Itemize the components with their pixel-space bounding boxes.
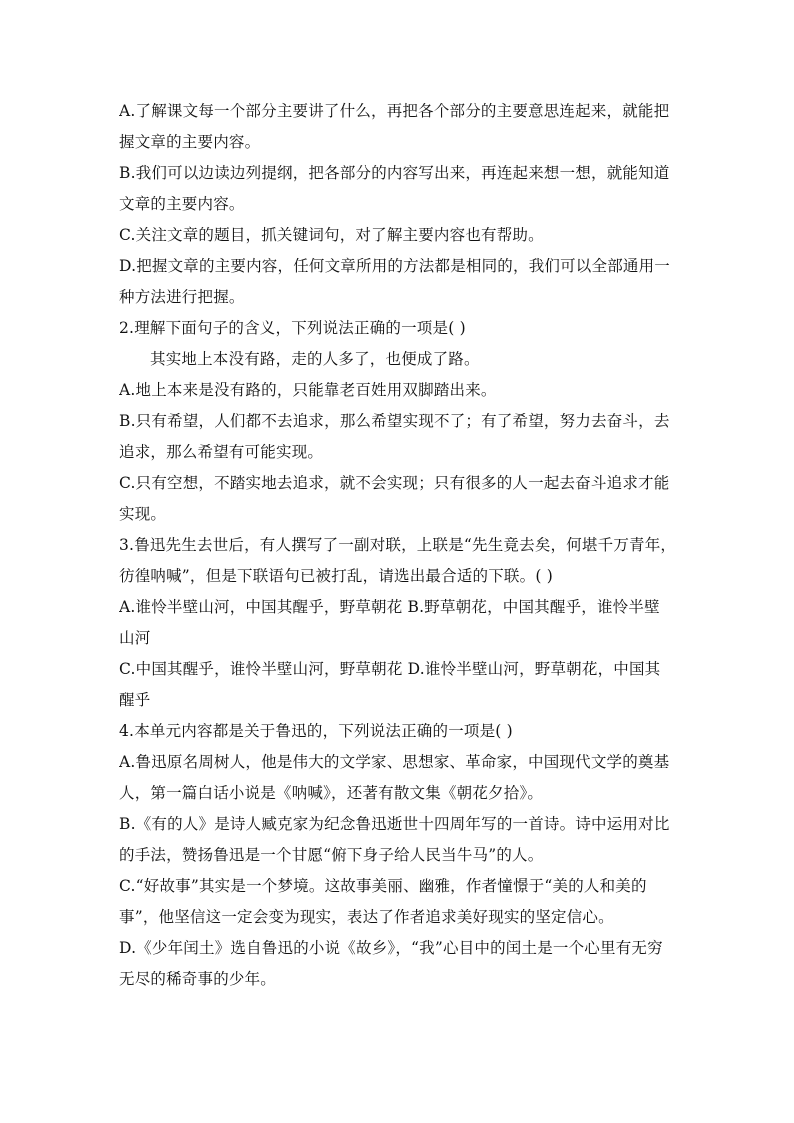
text-line: C.只有空想，不踏实地去追求，就不会实现；只有很多的人一起去奋斗追求才能 (119, 474, 670, 492)
text-line: 握文章的主要内容。 (119, 133, 261, 151)
text-line: 实现。 (119, 505, 167, 523)
text-line: C.关注文章的题目，抓关键词句，对了解主要内容也有帮助。 (119, 226, 544, 244)
question-3-stem: 3.鲁迅先生去世后，有人撰写了一副对联，上联是“先生竟去矣，何堪千万青年， (119, 536, 677, 554)
text-line: A.谁怜半壁山河，中国其醒乎，野草朝花 B.野草朝花，中国其醒乎，谁怜半壁 (119, 598, 660, 616)
document-body (119, 96, 679, 995)
text-line: C.“好故事”其实是一个梦境。这故事美丽、幽雅，作者憧憬于“美的人和美的 (119, 877, 647, 895)
text-line: B.我们可以边读边列提纲，把各部分的内容写出来，再连起来想一想，就能知道 (119, 164, 670, 182)
text-line: A.鲁迅原名周树人，他是伟大的文学家、思想家、革命家，中国现代文学的奠基 (119, 753, 670, 771)
text-line: 山河 (119, 629, 151, 647)
text-line: 无尽的稀奇事的少年。 (119, 970, 277, 988)
question-4-stem: 4.本单元内容都是关于鲁迅的，下列说法正确的一项是( ) (119, 722, 513, 740)
text-line: 的手法，赞扬鲁迅是一个甘愿“俯下身子给人民当牛马”的人。 (119, 846, 544, 864)
text-line: D.把握文章的主要内容，任何文章所用的方法都是相同的，我们可以全部通用一 (119, 257, 671, 275)
text-line: 彷徨呐喊”，但是下联语句已被打乱，请选出最合适的下联。( ) (119, 567, 553, 585)
text-line: 文章的主要内容。 (119, 195, 245, 213)
text-line: D.《少年闰土》选自鲁迅的小说《故乡》，“我”心目中的闰土是一个心里有无穷 (119, 939, 663, 957)
quoted-sentence: 其实地上本没有路，走的人多了，也便成了路。 (150, 350, 480, 368)
text-line: 事”，他坚信这一定会变为现实，表达了作者追求美好现实的坚定信心。 (119, 908, 614, 926)
text-line: 种方法进行把握。 (119, 288, 245, 306)
text-line: 人，第一篇白话小说是《呐喊》，还著有散文集《朝花夕拾》。 (119, 784, 544, 802)
text-line: C.中国其醒乎，谁怜半壁山河，野草朝花 D.谁怜半壁山河，野草朝花，中国其 (119, 660, 661, 678)
text-line: B.《有的人》是诗人臧克家为纪念鲁迅逝世十四周年写的一首诗。诗中运用对比 (119, 815, 670, 833)
text-line: 醒乎 (119, 691, 151, 709)
text-line: A.了解课文每一个部分主要讲了什么，再把各个部分的主要意思连起来，就能把 (119, 102, 670, 120)
text-line: A.地上本来是没有路的，只能靠老百姓用双脚踏出来。 (119, 381, 497, 399)
text-line: B.只有希望，人们都不去追求，那么希望实现不了；有了希望，努力去奋斗，去 (119, 412, 670, 430)
text-line: 追求，那么希望有可能实现。 (119, 443, 324, 461)
question-2-stem: 2.理解下面句子的含义，下列说法正确的一项是( ) (119, 319, 466, 337)
